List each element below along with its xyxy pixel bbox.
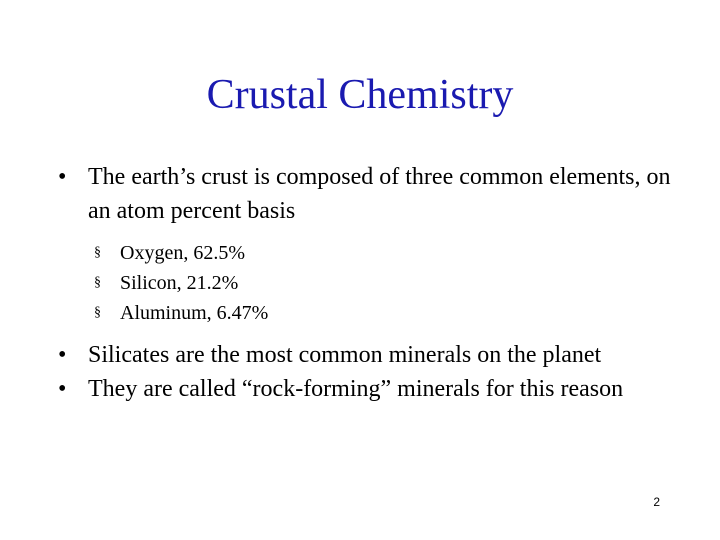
sub-bullet-marker: §	[94, 245, 101, 260]
bullet-marker: •	[58, 342, 67, 368]
bullet-marker: •	[58, 376, 67, 402]
sub-bullet-list	[58, 238, 678, 328]
sub-bullet-marker: §	[94, 305, 101, 320]
bullet-list	[58, 160, 678, 406]
sub-bullet-text: Oxygen, 62.5%	[120, 242, 245, 264]
sub-bullet-marker: §	[94, 275, 101, 290]
slide-title: Crustal Chemistry	[206, 72, 514, 118]
bullet-item	[58, 338, 678, 372]
sub-bullet-item	[94, 298, 678, 328]
sub-bullet-text: Silicon, 21.2%	[120, 272, 239, 294]
bullet-text: The earth’s crust is composed of three common elements, on an atom percent basis	[88, 164, 671, 224]
bullet-item	[58, 160, 678, 228]
bullet-item	[58, 372, 678, 406]
bullet-text: Silicates are the most common minerals on the planet	[88, 342, 602, 368]
sub-bullet-item	[94, 268, 678, 298]
bullet-marker: •	[58, 164, 67, 190]
page-number: 2	[653, 495, 660, 509]
sub-bullet-text: Aluminum, 6.47%	[120, 302, 269, 324]
sub-bullet-item	[94, 238, 678, 268]
bullet-text: They are called “rock-forming” minerals for this reason	[88, 376, 624, 402]
